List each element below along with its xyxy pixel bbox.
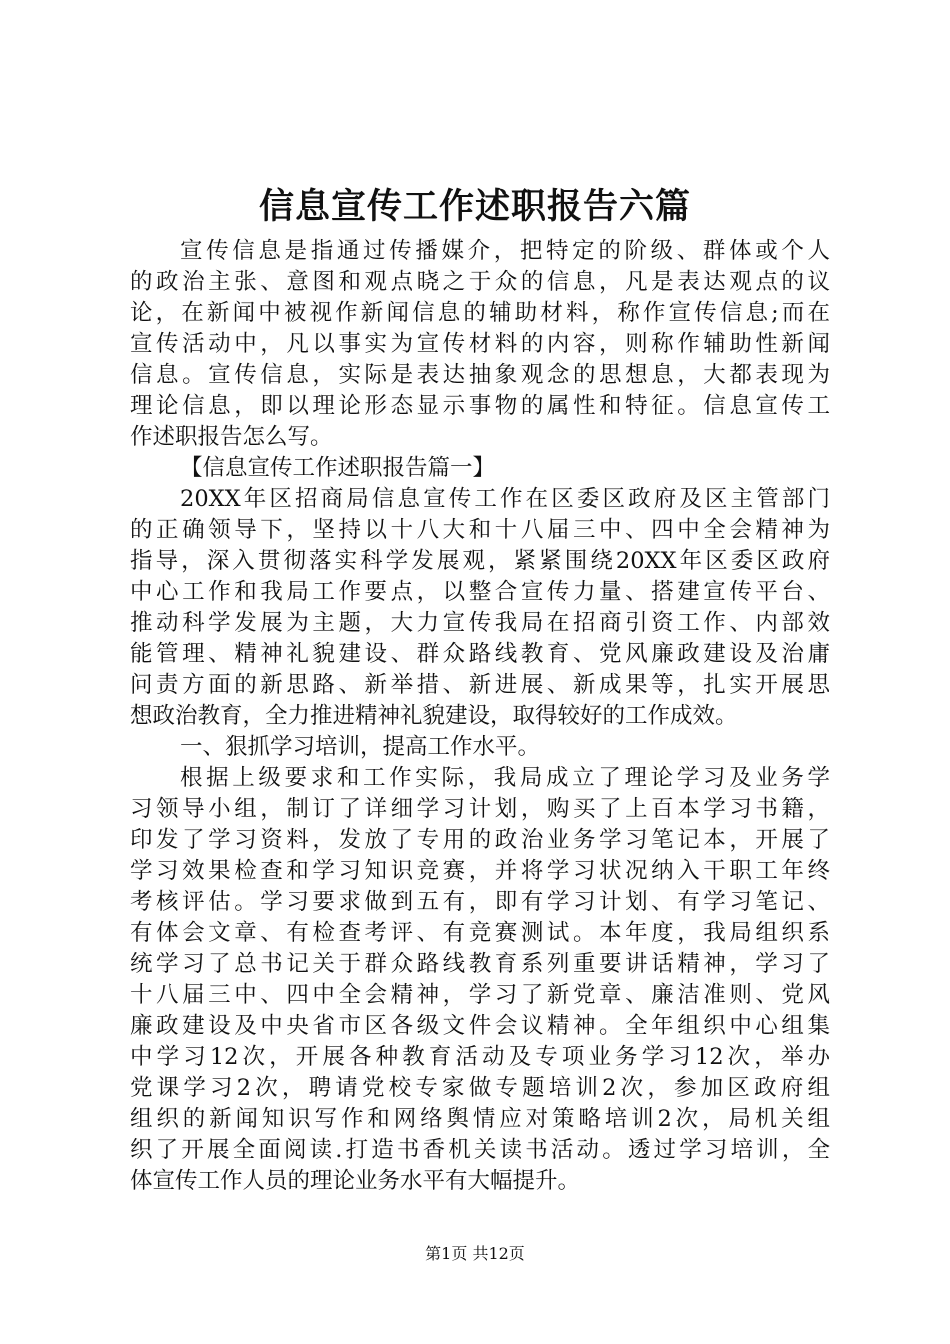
paragraph-line: 问责方面的新思路、新举措、新进展、新成果等，扎实开展思 [130, 672, 830, 698]
paragraph-line: 党课学习2次，聘请党校专家做专题培训2次，参加区政府组 [130, 1075, 830, 1101]
paragraph-line: 统学习了总书记关于群众路线教育系列重要讲话精神，学习了 [130, 951, 830, 977]
paragraph-line: 习领导小组，制订了详细学习计划，购买了上百本学习书籍， [130, 796, 830, 822]
paragraph-line: 的正确领导下，坚持以十八大和十八届三中、四中全会精神为 [130, 517, 830, 543]
document-body [130, 236, 830, 1197]
paragraph-line: 的政治主张、意图和观点晓之于众的信息，凡是表达观点的议 [130, 269, 830, 295]
paragraph-line: 能管理、精神礼貌建设、群众路线教育、党风廉政建设及治庸 [130, 641, 830, 667]
paragraph-line: 论，在新闻中被视作新闻信息的辅助材料，称作宣传信息;而在 [130, 300, 830, 326]
paragraph-line: 织了开展全面阅读.打造书香机关读书活动。透过学习培训，全 [130, 1137, 830, 1163]
paragraph-line: 有体会文章、有检查考评、有竞赛测试。本年度，我局组织系 [130, 920, 830, 946]
document-title: 信息宣传工作述职报告六篇 [258, 186, 691, 227]
paragraph-line: 宣传活动中，凡以事实为宣传材料的内容，则称作辅助性新闻 [130, 331, 830, 357]
paragraph-line: 想政治教育，全力推进精神礼貌建设，取得较好的工作成效。 [130, 703, 738, 729]
section-heading: 【信息宣传工作述职报告篇一】 [180, 455, 496, 481]
page-footer: 第1页 共12页 [425, 1244, 525, 1263]
paragraph-line: 体宣传工作人员的理论业务水平有大幅提升。 [130, 1168, 581, 1194]
paragraph-line: 印发了学习资料，发放了专用的政治业务学习笔记本，开展了 [130, 827, 830, 853]
paragraph-line: 组织的新闻知识写作和网络舆情应对策略培训2次，局机关组 [130, 1106, 830, 1132]
paragraph-line: 宣传信息是指通过传播媒介，把特定的阶级、群体或个人 [180, 238, 830, 264]
paragraph-line: 考核评估。学习要求做到五有，即有学习计划、有学习笔记、 [130, 889, 830, 915]
paragraph-line: 推动科学发展为主题，大力宣传我局在招商引资工作、内部效 [130, 610, 830, 636]
paragraph-line: 中学习12次，开展各种教育活动及专项业务学习12次，举办 [130, 1044, 830, 1070]
paragraph-line: 廉政建设及中央省市区各级文件会议精神。全年组织中心组集 [130, 1013, 830, 1039]
subsection-heading: 一、狠抓学习培训，提高工作水平。 [180, 734, 541, 760]
paragraph-line: 理论信息，即以理论形态显示事物的属性和特征。信息宣传工 [130, 393, 830, 419]
paragraph-line: 中心工作和我局工作要点，以整合宣传力量、搭建宣传平台、 [130, 579, 830, 605]
paragraph-line: 20XX年区招商局信息宣传工作在区委区政府及区主管部门 [180, 486, 830, 512]
paragraph-line: 学习效果检查和学习知识竞赛，并将学习状况纳入干职工年终 [130, 858, 830, 884]
paragraph-line: 十八届三中、四中全会精神，学习了新党章、廉洁准则、党风 [130, 982, 830, 1008]
paragraph-line: 指导，深入贯彻落实科学发展观，紧紧围绕20XX年区委区政府 [130, 548, 830, 574]
paragraph-line: 作述职报告怎么写。 [130, 424, 333, 450]
paragraph-line: 根据上级要求和工作实际，我局成立了理论学习及业务学 [180, 765, 830, 791]
paragraph-line: 信息。宣传信息，实际是表达抽象观念的思想息，大都表现为 [130, 362, 830, 388]
